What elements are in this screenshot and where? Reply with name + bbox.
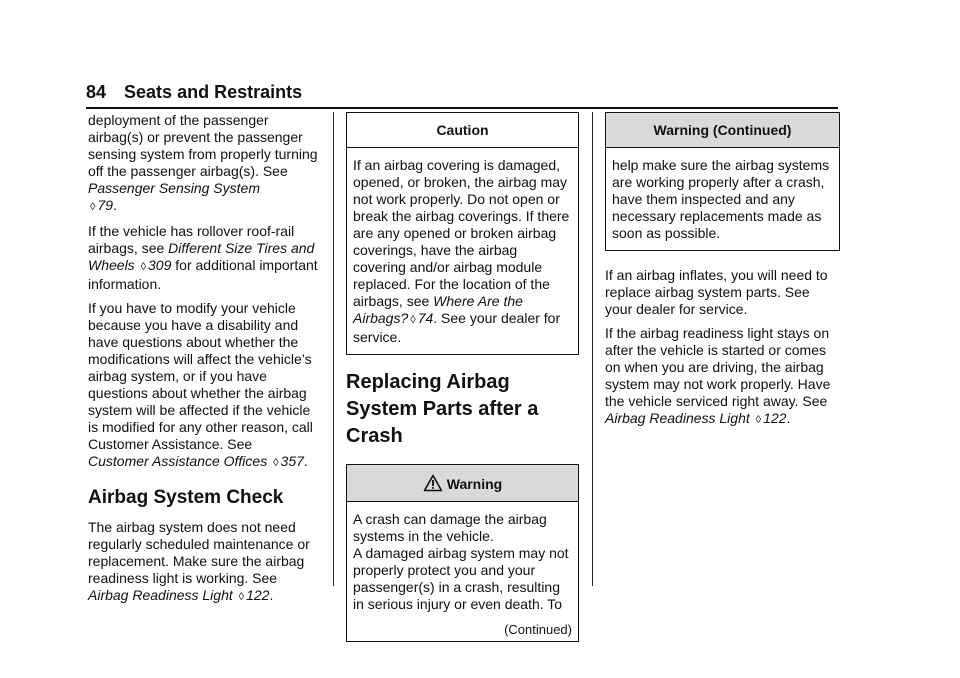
page-reference-icon: ◊ [755,414,762,426]
column-divider [592,112,593,586]
cross-reference-link[interactable]: Airbag Readiness Light [605,410,750,426]
column-middle [346,112,579,642]
cross-reference-link[interactable]: Passenger Sensing System [88,180,260,196]
page-link[interactable]: 122 [246,587,270,603]
caution-body: If an airbag covering is damaged, opened, or broken, the airbag may not work properly. Do not open or break the airbag coverings. If there are any opened or broken airbag coverings, have the airbag covering and/or airbag module replaced. For the location of the airbags, see Where Are the Airbags? ◊ 74. See your dealer for service. [353,157,570,345]
caution-box [346,112,579,355]
column-left [88,112,324,613]
page-link[interactable]: 79 [97,197,114,213]
caution-title: Caution [347,113,578,148]
continued-label: (Continued) [504,622,572,637]
warning-box [346,464,579,642]
paragraph-airbag-inflates: If an airbag inflates, you will need to replace airbag system parts. See your dealer for service. [605,267,828,317]
page-reference-icon: ◊ [90,201,96,213]
cross-reference-link[interactable]: Airbag Readiness Light [88,587,233,603]
warning-title-bar [347,465,578,502]
column-divider [333,112,334,586]
section-title: Seats and Restraints [124,82,303,102]
heading-replacing-airbag-parts: Replacing Airbag System Parts after a Crash [346,371,539,447]
warning-continued-box [605,112,840,251]
warning-triangle-icon [423,474,443,492]
page-link[interactable]: 122 [763,410,787,426]
paragraph-vehicle-modification: If you have to modify your vehicle because you have a disability and have questions about whether the modifications will affect the vehicle’s airbag system, or if you have questions about whether the airbag system will be affected if the vehicle is modified for any other reason, call Customer Assistance. See Customer Assistance Offices ◊ 357. [88,300,313,469]
warning-continued-title: Warning (Continued) [606,113,839,148]
paragraph-airbag-check: The airbag system does not need regularly scheduled maintenance or replacement. Make sure the airbag readiness light is working. See Airbag Readiness Light ◊ 122. [88,519,310,603]
page-reference-icon: ◊ [140,261,147,273]
warning-title: Warning [446,476,503,492]
cross-reference-link[interactable]: Where Are the Airbags? [353,293,523,326]
paragraph-passenger-sensing: deployment of the passenger airbag(s) or prevent the passenger sensing system from properly turning off the passenger airbag(s). See Passenger Sensing System ◊ 79. [88,112,318,213]
paragraph-rollover-airbags: If the vehicle has rollover roof-rail airbags, see Different Size Tires and Wheels ◊ 309 for additional important information. [88,223,318,292]
heading-airbag-system-check: Airbag System Check [88,487,284,508]
cross-reference-link[interactable]: Customer Assistance Offices [88,453,268,469]
page-reference-icon: ◊ [238,591,245,603]
page-header [86,80,838,109]
page-reference-icon: ◊ [410,314,416,326]
page-number: 84 [86,82,107,102]
page-link[interactable]: 309 [148,257,172,273]
column-right [605,112,840,436]
warning-body: A crash can damage the airbag systems in the vehicle. A damaged airbag system may not properly protect you and your passenger(s) in a crash, resulting in serious injury or even death. To [353,511,569,612]
page-link[interactable]: 357 [280,453,304,469]
cross-reference-link[interactable]: Different Size Tires and Wheels [88,240,315,273]
page-link[interactable]: 74 [417,310,434,326]
warning-continued-body: help make sure the airbag systems are working properly after a crash, have them inspected and any necessary replacements made as soon as possible. [612,157,830,241]
paragraph-readiness-light: If the airbag readiness light stays on after the vehicle is started or comes on when you are driving, the airbag system may not work properly. Have the vehicle serviced right away. See Airbag Readiness Light ◊ 122. [605,325,831,426]
page-reference-icon: ◊ [273,457,279,469]
